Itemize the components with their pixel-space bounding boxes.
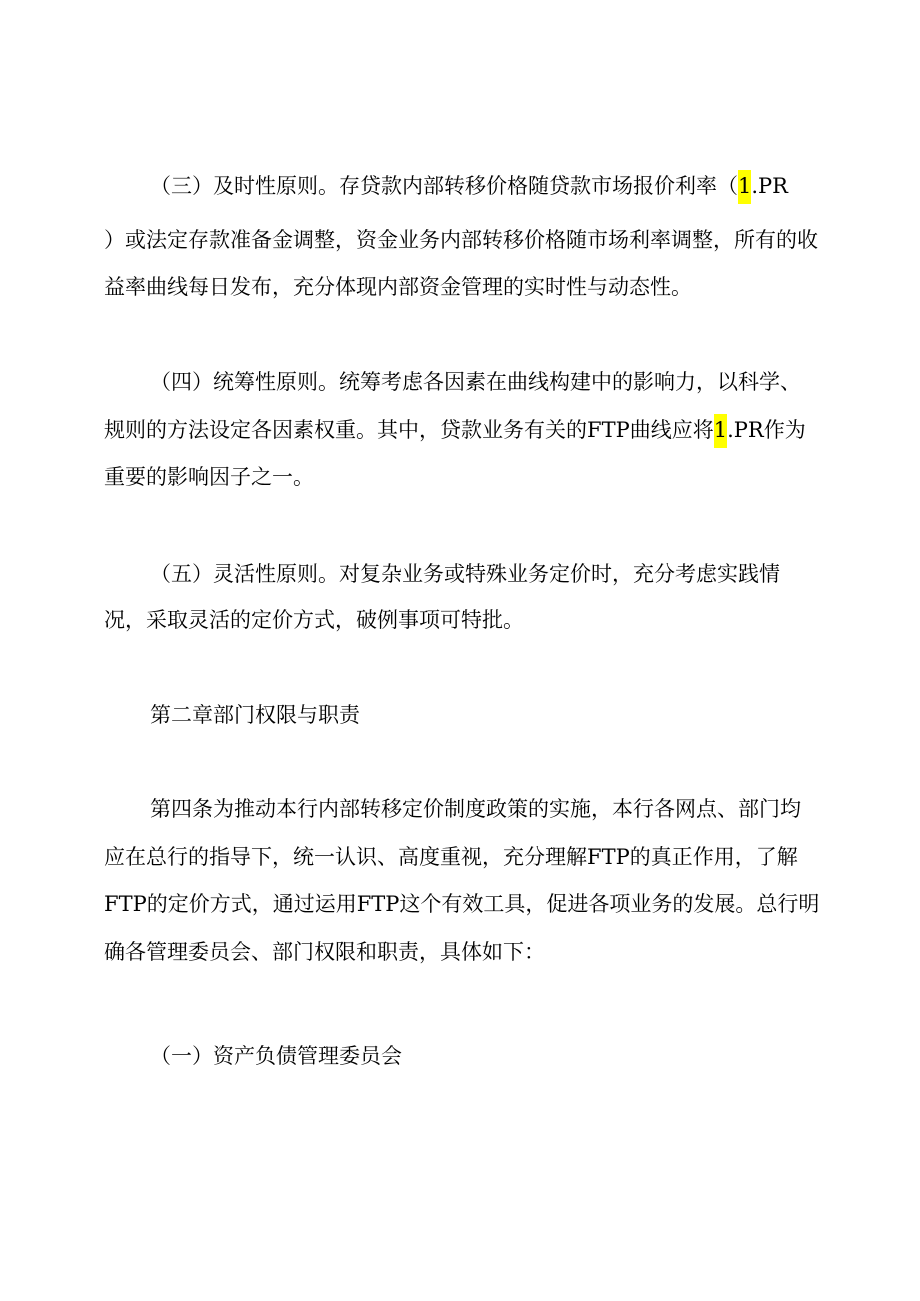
subsection-1-heading: （一）资产负债管理委员会 [150,1044,402,1068]
paragraph-3-line-2: ）或法定存款准备金调整，资金业务内部转移价格随市场利率调整，所有的收 [104,228,818,252]
paragraph-5-line-2: 况，采取灵活的定价方式，破例事项可特批。 [104,608,524,632]
paragraph-3-line-1 [150,171,788,201]
paragraph-4-line-2-text: 规则的方法设定各因素权重。其中，贷款业务有关的FTP曲线应将 [104,418,714,442]
article-4-line-1: 第四条为推动本行内部转移定价制度政策的实施，本行各网点、部门均 [150,797,801,821]
highlighted-text: 1 [714,414,727,448]
paragraph-3-line-3: 益率曲线每日发布，充分体现内部资金管理的实时性与动态性。 [104,275,692,299]
paragraph-4-line-1: （四）统筹性原则。统筹考虑各因素在曲线构建中的影响力，以科学、 [150,370,801,394]
article-4-line-4: 确各管理委员会、部门权限和职责，具体如下： [104,940,545,964]
paragraph-3-line-1-text: （三）及时性原则。存贷款内部转移价格随贷款市场报价利率（ [150,174,738,198]
highlighted-text: 1 [738,170,751,204]
paragraph-4-line-3: 重要的影响因子之一。 [104,465,314,489]
article-4-line-2: 应在总行的指导下，统一认识、高度重视，充分理解FTP的真正作用，了解 [104,845,798,869]
paragraph-3-line-1-tail: .PR [751,174,788,198]
paragraph-4-line-2-tail: .PR作为 [727,418,806,442]
article-4-line-3: FTP的定价方式，通过运用FTP这个有效工具，促进各项业务的发展。总行明 [104,892,820,916]
paragraph-5-line-1: （五）灵活性原则。对复杂业务或特殊业务定价时，充分考虑实践情 [150,562,780,586]
chapter-heading: 第二章部门权限与职责 [150,703,360,727]
paragraph-4-line-2 [104,415,806,445]
